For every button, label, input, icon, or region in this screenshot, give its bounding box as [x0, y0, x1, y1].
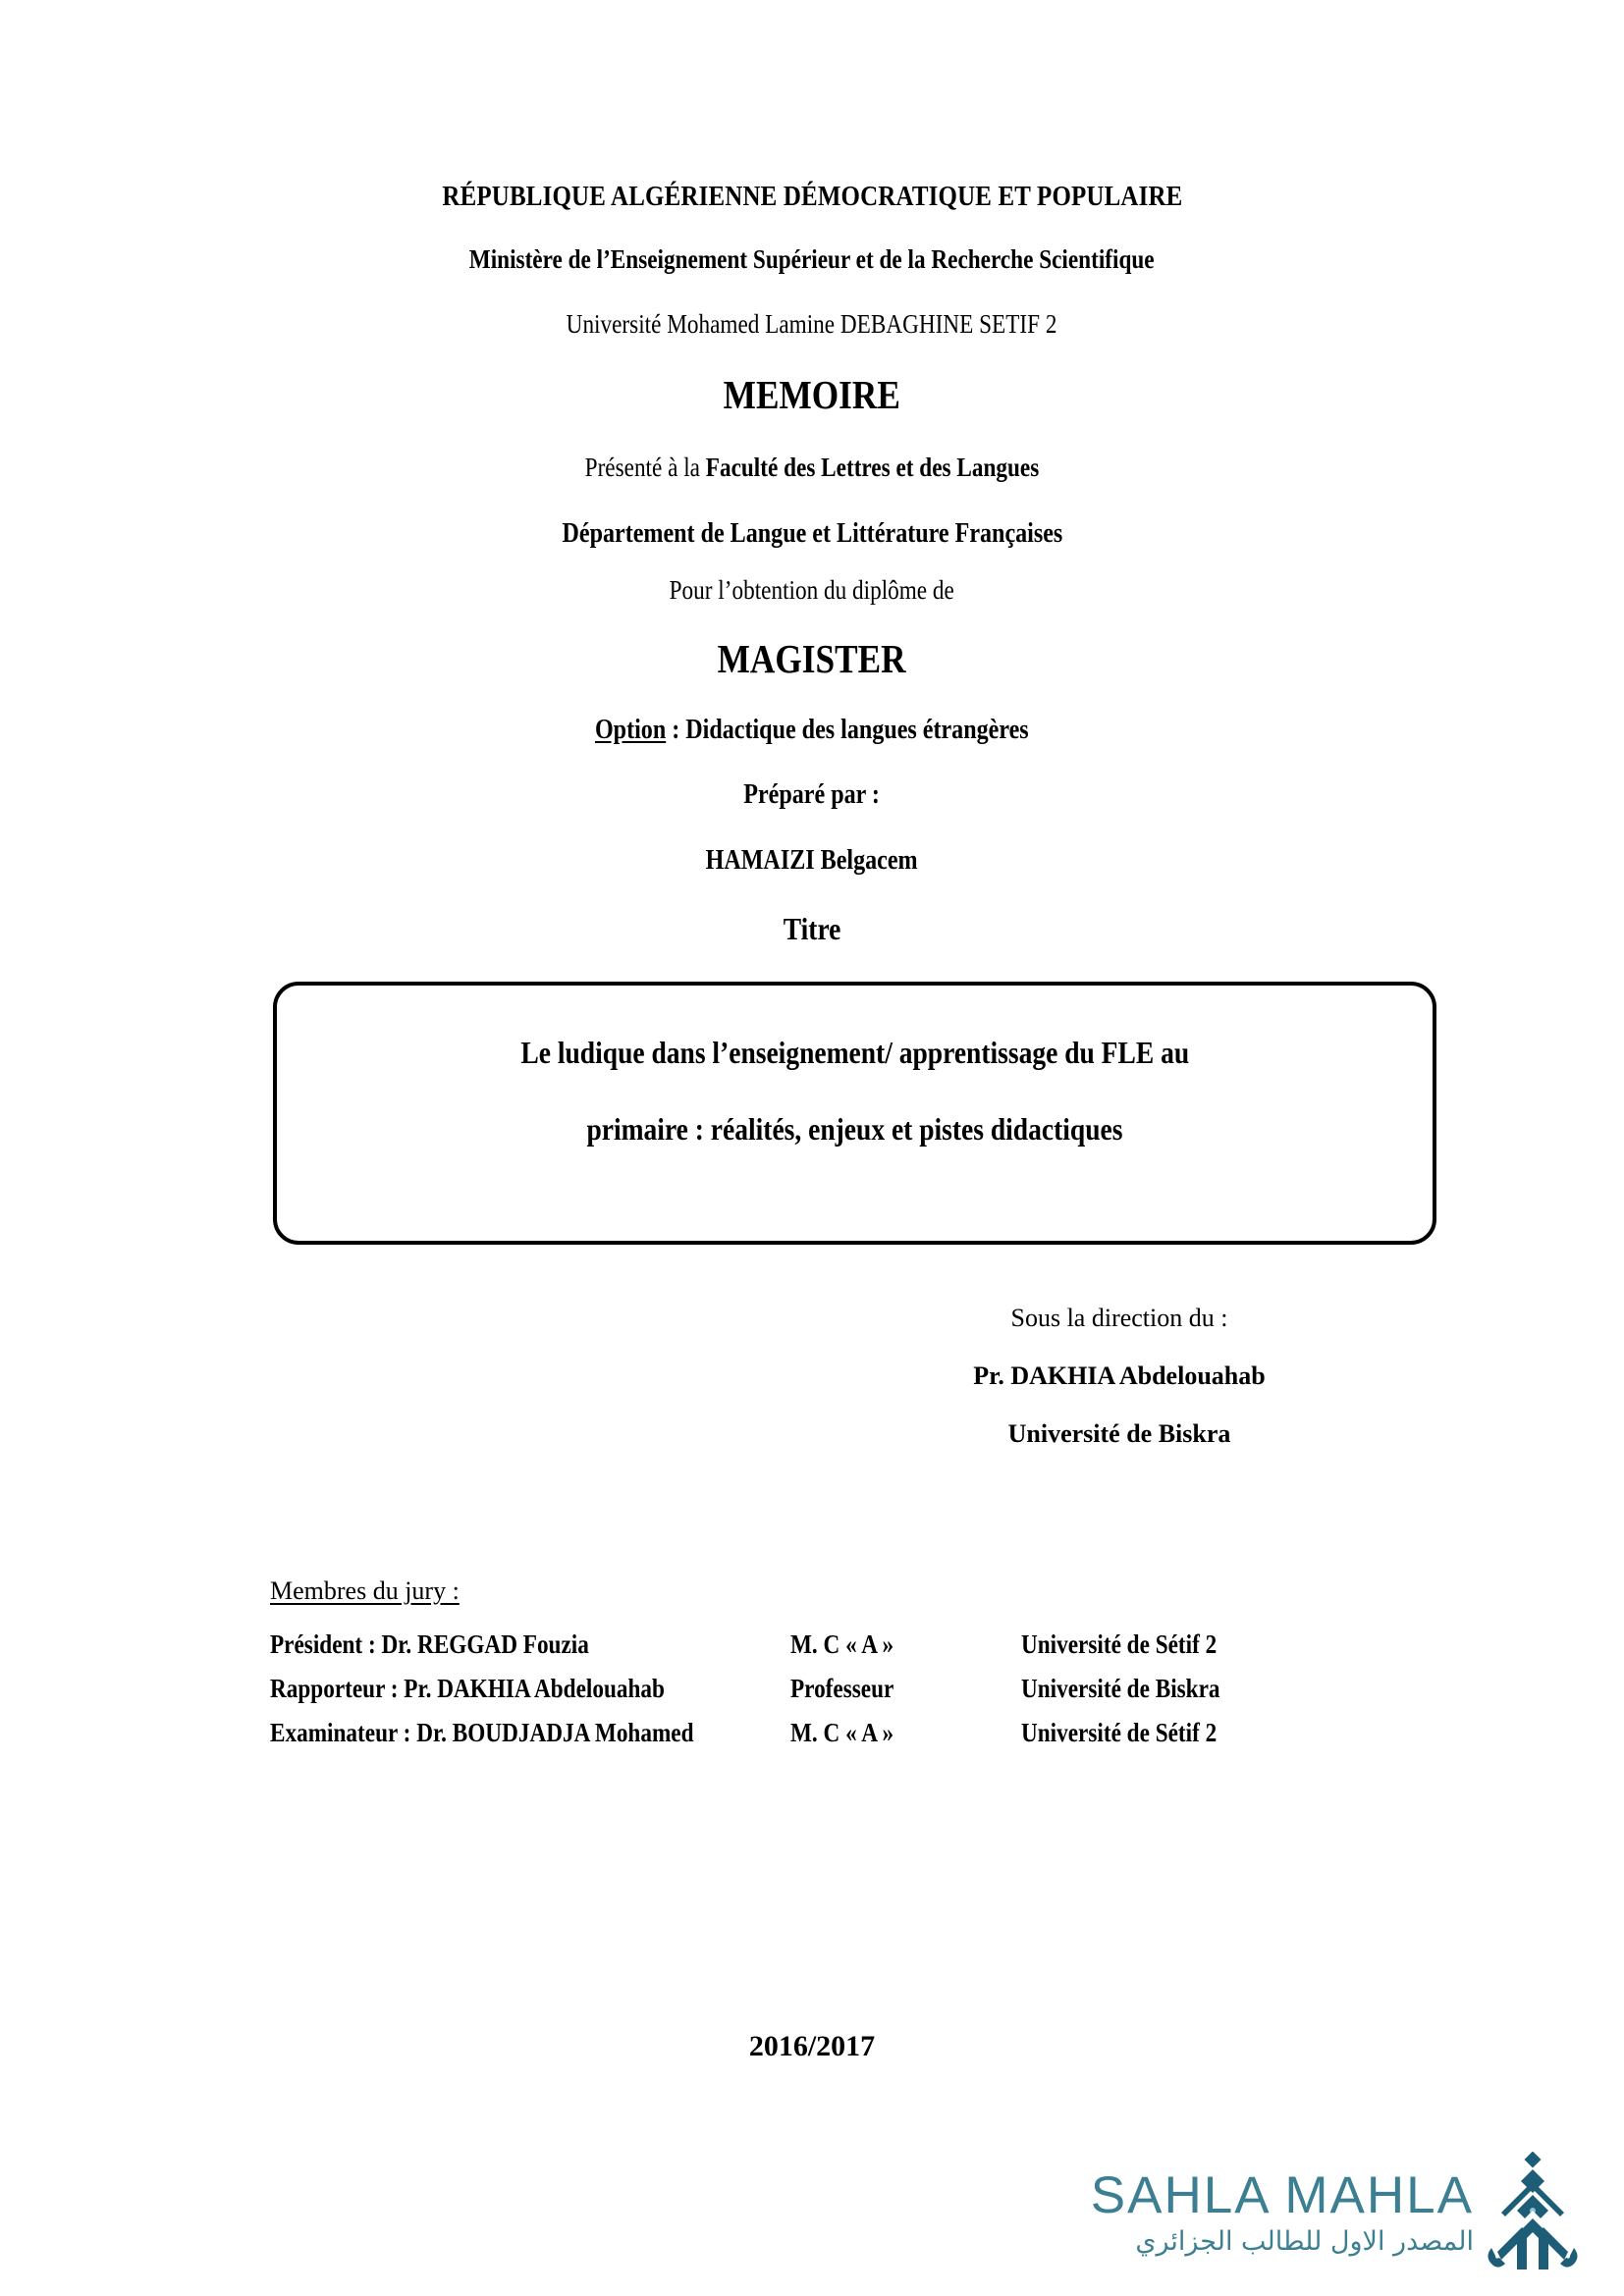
- supervisor-name: Pr. DAKHIA Abdelouahab: [973, 1362, 1266, 1390]
- university-line: [0, 311, 1624, 338]
- logo-wordmark: SAHLA MAHLA: [1090, 2166, 1474, 2224]
- jury-university: [1021, 1718, 1429, 1748]
- jury-grade: [790, 1674, 1021, 1704]
- memoire-section: [0, 372, 1624, 549]
- jury-role-text: Rapporteur : Pr. DAKHIA Abdelouahab: [270, 1674, 665, 1703]
- department-text: Département de Langue et Littérature Françaises: [562, 518, 1062, 549]
- supervisor-lead: Sous la direction du :: [1010, 1304, 1228, 1332]
- jury-university-text: Université de Sétif 2: [1021, 1718, 1218, 1747]
- republic-line: [0, 183, 1624, 211]
- academic-year: 2016/2017: [748, 2030, 876, 2062]
- presented-prefix: Présenté à la: [584, 453, 706, 482]
- author-name-line: [0, 847, 1624, 875]
- presented-line: [0, 454, 1624, 481]
- jury-university-text: Université de Biskra: [1021, 1674, 1220, 1703]
- jury-role: [270, 1718, 790, 1748]
- thesis-title-line-1-text: Le ludique dans l’enseignement/ apprentissage du FLE au: [520, 1035, 1189, 1070]
- department-line: [0, 520, 1624, 548]
- option-label: Option: [595, 715, 667, 745]
- ministry-text: Ministère de l’Enseignement Supérieur et de la Recherche Scientifique: [469, 244, 1155, 274]
- option-line: [0, 717, 1624, 744]
- jury-role: [270, 1674, 790, 1704]
- logo-arabic-tagline: المصدر الاول للطالب الجزائري: [1135, 2226, 1474, 2257]
- republic-text: RÉPUBLIQUE ALGÉRIENNE DÉMOCRATIQUE ET POPULAIRE: [441, 181, 1183, 212]
- jury-row: [270, 1629, 1429, 1660]
- jury-grade: [790, 1629, 1021, 1660]
- memoire-heading-text: MEMOIRE: [723, 372, 901, 417]
- memoire-heading: [0, 372, 1624, 417]
- for-obtention-text: Pour l’obtention du diplôme de: [669, 575, 955, 605]
- thesis-title-line-2-text: primaire : réalités, enjeux et pistes didactiques: [586, 1111, 1123, 1147]
- author-section: [0, 781, 1624, 944]
- title-label-text: Titre: [783, 911, 841, 946]
- jury-university: [1021, 1674, 1429, 1704]
- university-text: Université Mohamed Lamine DEBAGHINE SETIF 2: [567, 309, 1057, 339]
- presented-text: [585, 454, 1040, 481]
- sahla-mahla-logo: [1036, 2160, 1586, 2287]
- jury-university-text: Université de Sétif 2: [1021, 1629, 1218, 1659]
- title-label-line: [0, 913, 1624, 944]
- supervisor-section: [844, 1306, 1394, 1447]
- jury-heading-wrap: [270, 1576, 1429, 1606]
- jury-role-text: Président : Dr. REGGAD Fouzia: [270, 1629, 589, 1659]
- thesis-title-line-2: [543, 1113, 1166, 1145]
- jury-grade-text: M. C « A »: [790, 1718, 894, 1747]
- jury-list: [270, 1629, 1429, 1748]
- thesis-title-box: [273, 982, 1436, 1245]
- presented-faculty: Faculté des Lettres et des Langues: [705, 453, 1040, 482]
- arabesque-ornament-icon: [1480, 2152, 1586, 2282]
- degree-heading-text: MAGISTER: [717, 636, 906, 681]
- prepared-by-line: [0, 781, 1624, 809]
- diploma-section: [0, 577, 1624, 744]
- author-name-text: HAMAIZI Belgacem: [705, 845, 919, 876]
- prepared-by-text: Préparé par :: [743, 779, 881, 810]
- option-text: [595, 717, 1029, 744]
- logo-row: [1036, 2160, 1586, 2282]
- jury-grade-text: Professeur: [790, 1674, 894, 1703]
- jury-row: [270, 1674, 1429, 1704]
- option-value: : Didactique des langues étrangères: [666, 715, 1029, 745]
- institution-header: [0, 183, 1624, 338]
- jury-grade: [790, 1718, 1021, 1748]
- degree-heading: [0, 636, 1624, 681]
- jury-section: [270, 1576, 1429, 1762]
- logo-text-column: [1091, 2160, 1474, 2257]
- jury-role: [270, 1629, 790, 1660]
- ministry-line: [0, 246, 1624, 273]
- supervisor-university: Université de Biskra: [1007, 1419, 1231, 1448]
- jury-grade-text: M. C « A »: [790, 1629, 894, 1659]
- jury-row: [270, 1718, 1429, 1748]
- jury-heading: Membres du jury :: [270, 1576, 460, 1605]
- for-obtention-line: [0, 577, 1624, 604]
- thesis-title-line-1: [466, 1037, 1244, 1068]
- jury-role-text: Examinateur : Dr. BOUDJADJA Mohamed: [270, 1718, 694, 1747]
- jury-university: [1021, 1629, 1429, 1660]
